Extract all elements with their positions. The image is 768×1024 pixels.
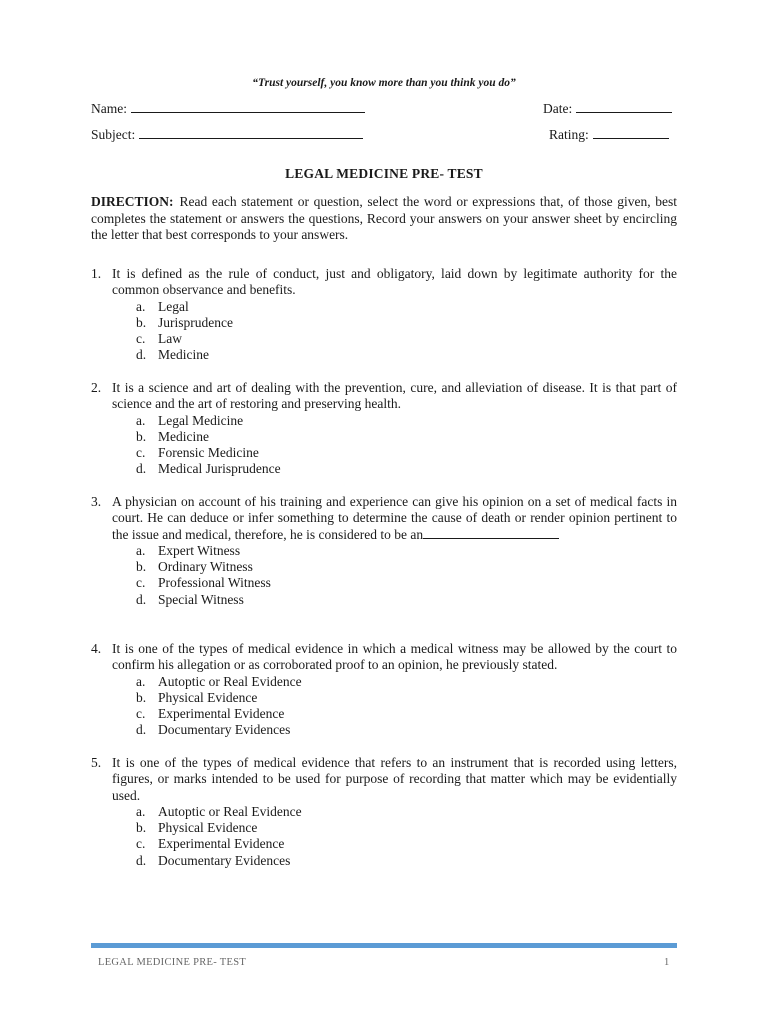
choice-d[interactable]: d. Documentary Evidences: [136, 852, 291, 868]
choice-a[interactable]: a. Autoptic or Real Evidence: [136, 803, 302, 819]
answer-blank-line[interactable]: [423, 527, 559, 539]
choice-a[interactable]: a. Legal Medicine: [136, 412, 244, 428]
question-1: [91, 266, 677, 364]
direction-paragraph: [91, 194, 677, 244]
choice-d[interactable]: d. Medicine: [136, 347, 209, 363]
rating-label: Rating:: [549, 127, 589, 142]
choice-c[interactable]: c. Experimental Evidence: [136, 836, 285, 852]
question-number: 3.: [91, 494, 102, 509]
rating-blank-line[interactable]: [593, 127, 669, 139]
footer-divider-bar: [91, 943, 677, 948]
name-label: Name:: [91, 101, 127, 116]
choice-list: [91, 413, 677, 478]
test-title: LEGAL MEDICINE PRE- TEST: [285, 166, 483, 181]
question-text: It is one of the types of medical evidence that refers to an instrument that is recorded using letters, figures, or marks intended to be used for purpose of recording that matter which may be evidentially used.: [112, 755, 677, 803]
question-number: 2.: [91, 380, 102, 395]
question-text: A physician on account of his training and experience can give his opinion on a set of medical facts in court. He can deduce or infer something to determine the cause of death or render opinion pertinent to the issue and medical, therefore, he is considered to be an: [112, 494, 677, 542]
choice-a[interactable]: a. Expert Witness: [136, 542, 241, 558]
date-blank-line[interactable]: [576, 101, 672, 113]
subject-field: [91, 127, 363, 143]
page-number: 1: [664, 957, 670, 968]
choice-b[interactable]: b. Medicine: [136, 428, 209, 444]
footer-title: LEGAL MEDICINE PRE- TEST: [98, 957, 247, 968]
direction-label: DIRECTION:: [91, 194, 174, 209]
rating-field: [549, 127, 669, 143]
question-text: It is one of the types of medical evidence in which a medical witness may be allowed by the court to confirm his allegation or as corroborated proof to an opinion, he previously stated.: [112, 641, 677, 673]
choice-d[interactable]: d. Medical Jurisprudence: [136, 461, 281, 477]
motivational-quote: “Trust yourself, you know more than you think you do”: [252, 77, 516, 89]
question-4: [91, 641, 677, 739]
question-5: [91, 755, 677, 869]
question-text: It is a science and art of dealing with the prevention, cure, and alleviation of disease. It is that part of science and the art of restoring and preserving health.: [112, 380, 677, 412]
question-2: [91, 380, 677, 478]
choice-b[interactable]: b. Jurisprudence: [136, 314, 233, 330]
choice-d[interactable]: d. Documentary Evidences: [136, 722, 291, 738]
choice-b[interactable]: b. Physical Evidence: [136, 820, 258, 836]
question-number: 4.: [91, 641, 102, 656]
subject-blank-line[interactable]: [139, 127, 363, 139]
choice-b[interactable]: b. Physical Evidence: [136, 689, 258, 705]
date-label: Date:: [543, 101, 573, 116]
question-number: 1.: [91, 266, 102, 281]
choice-c[interactable]: c. Forensic Medicine: [136, 445, 259, 461]
name-blank-line[interactable]: [131, 101, 365, 113]
choice-d[interactable]: d. Special Witness: [136, 591, 244, 607]
choice-list: [91, 674, 677, 739]
choice-b[interactable]: b. Ordinary Witness: [136, 559, 253, 575]
choice-c[interactable]: c. Professional Witness: [136, 575, 271, 591]
name-field: [91, 101, 365, 117]
choice-list: [91, 804, 677, 869]
question-text: It is defined as the rule of conduct, just and obligatory, laid down by legitimate authority for the common observance and benefits.: [112, 266, 677, 298]
subject-label: Subject:: [91, 127, 136, 142]
choice-list: [91, 299, 677, 364]
direction-text: Read each statement or question, select the word or expressions that, of those given, best completes the statement or answers the questions, Record your answers on your answer sheet by encircling the letter that best corresponds to your answers.: [91, 194, 677, 242]
choice-list: [91, 543, 677, 608]
question-number: 5.: [91, 755, 102, 770]
choice-a[interactable]: a. Autoptic or Real Evidence: [136, 673, 302, 689]
question-3: [91, 494, 677, 608]
choice-c[interactable]: c. Law: [136, 331, 182, 347]
choice-c[interactable]: c. Experimental Evidence: [136, 706, 285, 722]
choice-a[interactable]: a. Legal: [136, 298, 189, 314]
date-field: [543, 101, 672, 117]
